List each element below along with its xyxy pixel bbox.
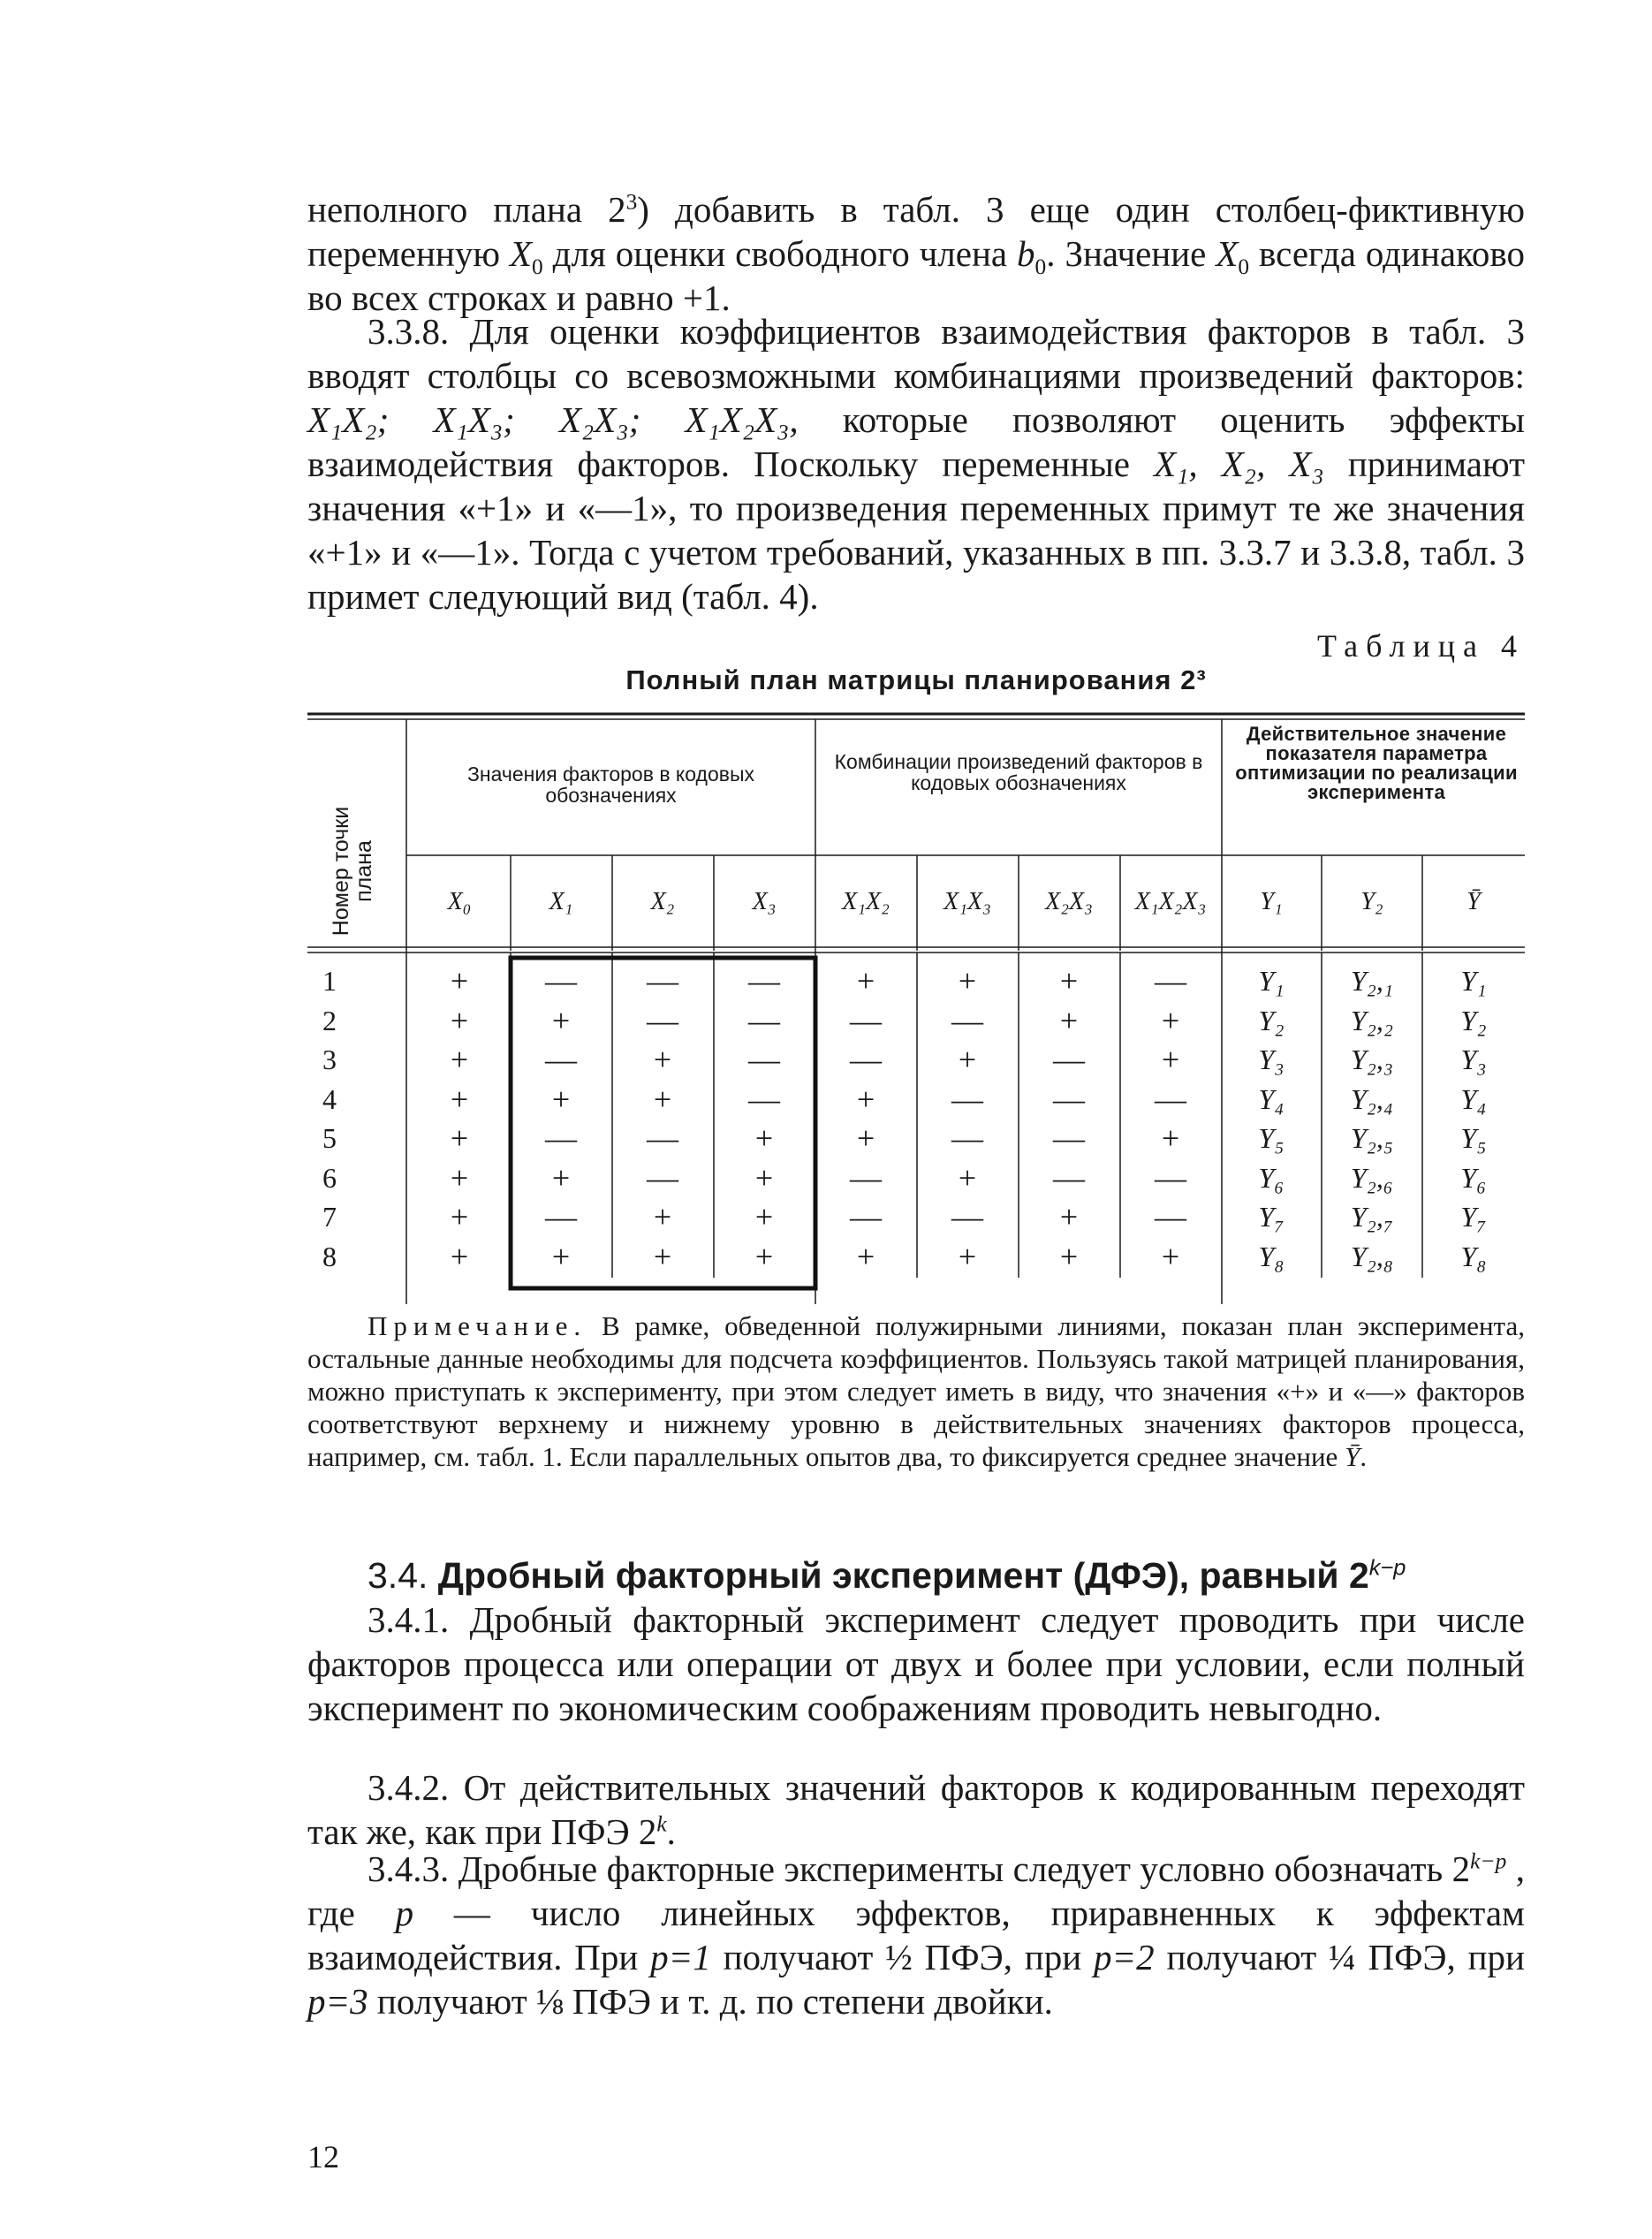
row-number: 5 bbox=[322, 1122, 337, 1154]
table-cell-sign: + bbox=[450, 1199, 469, 1234]
table-cell-sign: + bbox=[1161, 1042, 1180, 1077]
table-cell-y2: Y₂,₂ bbox=[1350, 1004, 1394, 1036]
header-point-number: Номер точки плана bbox=[329, 806, 376, 937]
table-cell-y2: Y₂,₈ bbox=[1350, 1240, 1394, 1272]
table-cell-ybar: Y₅ bbox=[1460, 1122, 1487, 1154]
table-cell-sign: — bbox=[850, 1159, 882, 1195]
table-cell-y1: Y₁ bbox=[1258, 965, 1284, 997]
intro-text-e: всегда одинаково во всех строках и равно +1. bbox=[307, 233, 1526, 318]
table-cell-sign: — bbox=[647, 1120, 678, 1156]
para5-p1: p=1 bbox=[650, 1937, 711, 1977]
table-cell-sign: + bbox=[754, 1199, 774, 1234]
table-cell-sign: + bbox=[653, 1042, 672, 1077]
note-end: . bbox=[1360, 1441, 1368, 1472]
table-cell-sign: — bbox=[1053, 1159, 1085, 1195]
table-label: Таблица 4 bbox=[1317, 628, 1525, 664]
x0-subscript-2: 0 bbox=[1238, 254, 1250, 280]
table-cell-y1: Y₃ bbox=[1258, 1044, 1284, 1075]
row-number: 2 bbox=[322, 1004, 337, 1036]
intro-text-c: для оценки свободного члена bbox=[542, 233, 1018, 274]
table-cell-ybar: Y₁ bbox=[1460, 965, 1487, 997]
table-cell-ybar: Y₈ bbox=[1460, 1240, 1487, 1272]
table-cell-sign: + bbox=[958, 1042, 977, 1077]
table-cell-y2: Y₂,₆ bbox=[1350, 1161, 1394, 1194]
table-cell-sign: + bbox=[653, 1081, 672, 1117]
table-cell-sign: + bbox=[551, 1002, 571, 1038]
table-cell-sign: + bbox=[450, 1120, 469, 1156]
table-cell-sign: + bbox=[1161, 1002, 1180, 1038]
note-text: В рамке, обведенной полужирными линиями, показан план эксперимента, остальные данные необходимы для подсчета коэффициентов. Пользуясь такой матрицей планирования, можно приступать к эксперименту, при этом следует иметь в виду, что значения «+» и «—» факторов соответствуют верхнему и нижнему уровню в действительных значениях факторов процесса, например, см. табл. 1. Если параллельных опытов два, то фиксируется среднее значение bbox=[307, 1310, 1525, 1472]
table-cell-y2: Y₂,₅ bbox=[1350, 1122, 1394, 1154]
column-header: X₂X₃ bbox=[1045, 888, 1093, 915]
table-cell-sign: — bbox=[748, 1042, 780, 1077]
paragraph-3-4-3 bbox=[307, 1847, 1525, 2023]
x0-symbol-2: X bbox=[1216, 233, 1239, 274]
table-cell-sign: — bbox=[1053, 1042, 1085, 1077]
design-matrix-table bbox=[307, 712, 1525, 1304]
table-cell-sign: + bbox=[1161, 1238, 1180, 1274]
table-cell-sign: — bbox=[951, 1199, 983, 1234]
table-cell-sign: — bbox=[1155, 1159, 1186, 1195]
table-cell-sign: — bbox=[1155, 1199, 1186, 1234]
table-cell-sign: — bbox=[1053, 1081, 1085, 1117]
para5-p2: p=2 bbox=[1093, 1937, 1155, 1977]
header-actual-values: Действительное значение показателя параметра оптимизации по реализации эксперимента bbox=[1235, 723, 1518, 803]
table-cell-y2: Y₂,₄ bbox=[1350, 1082, 1394, 1115]
table-cell-sign: + bbox=[856, 1081, 875, 1117]
header-factor-values: Значения факторов в кодовых обозначениях bbox=[466, 763, 755, 807]
para5-text-c: — число линейных эффектов, приравненных к эффектам взаимодействия. При bbox=[307, 1893, 1525, 1977]
b0-subscript: 0 bbox=[1034, 254, 1047, 280]
factor-combinations: X₁X₂; X₁X₃; X₂X₃; X₁X₂X₃, bbox=[307, 399, 799, 440]
row-number: 1 bbox=[322, 965, 337, 997]
para5-text-a: 3.4.3. Дробные факторные эксперименты следует условно обозначать 2 bbox=[368, 1848, 1471, 1889]
para5-p3: p=3 bbox=[307, 1981, 368, 2022]
table-cell-sign: — bbox=[1155, 963, 1186, 998]
b0-symbol: b bbox=[1017, 233, 1035, 274]
note-ybar: Ȳ bbox=[1345, 1441, 1360, 1472]
row-number: 8 bbox=[322, 1240, 337, 1272]
column-header: Y₁ bbox=[1260, 888, 1283, 915]
table-note bbox=[307, 1309, 1525, 1473]
column-header: X₂ bbox=[650, 888, 675, 915]
note-label: Примечание. bbox=[368, 1310, 587, 1341]
table-cell-sign: + bbox=[653, 1199, 672, 1234]
paragraph-intro bbox=[307, 187, 1525, 320]
table-cell-y1: Y₅ bbox=[1258, 1122, 1284, 1154]
table-cell-sign: — bbox=[545, 1042, 577, 1077]
column-header: Ȳ bbox=[1466, 888, 1481, 915]
table-cell-sign: — bbox=[647, 963, 678, 998]
table-cell-y2: Y₂,₇ bbox=[1350, 1201, 1394, 1233]
table-cell-sign: + bbox=[450, 1238, 469, 1274]
intro-text-a: неполного плана 2 bbox=[307, 189, 626, 230]
para5-text-e: получают ¼ ПФЭ, при bbox=[1154, 1937, 1525, 1977]
column-header: X₁X₂X₃ bbox=[1134, 888, 1207, 915]
table-cell-sign: + bbox=[1161, 1120, 1180, 1156]
row-number: 6 bbox=[322, 1161, 337, 1194]
factor-variables: X₁, X₂, X₃ bbox=[1154, 444, 1324, 484]
para5-text-f: получают ⅛ ПФЭ и т. д. по степени двойки. bbox=[368, 1981, 1053, 2022]
table-cell-sign: + bbox=[450, 1159, 469, 1195]
intro-sup: 3 bbox=[625, 189, 638, 215]
row-number: 7 bbox=[322, 1201, 337, 1233]
para5-text-d: получают ½ ПФЭ, при bbox=[710, 1937, 1094, 1977]
table-cell-ybar: Y₇ bbox=[1460, 1201, 1487, 1233]
table-cell-sign: + bbox=[958, 1159, 977, 1195]
table-cell-sign: — bbox=[1155, 1081, 1186, 1117]
para2-text-b: которые позволяют оценить эффекты взаимодействия факторов. Поскольку переменные bbox=[307, 399, 1525, 484]
column-header: X₀ bbox=[447, 888, 472, 915]
table-cell-sign: + bbox=[856, 963, 875, 998]
table-cell-ybar: Y₃ bbox=[1460, 1044, 1487, 1075]
intro-text-b: ) добавить в табл. 3 еще один столбец-фиктивную переменную bbox=[307, 189, 1525, 274]
table-cell-sign: — bbox=[545, 1199, 577, 1234]
para5-p: p bbox=[395, 1893, 414, 1933]
table-cell-sign: + bbox=[754, 1238, 774, 1274]
table-cell-sign: + bbox=[856, 1120, 875, 1156]
section-sup: k−p bbox=[1368, 1555, 1406, 1581]
table-cell-sign: + bbox=[958, 963, 977, 998]
table-cell-sign: — bbox=[647, 1002, 678, 1038]
table-cell-y1: Y₆ bbox=[1258, 1161, 1284, 1194]
table-cell-sign: + bbox=[450, 1042, 469, 1077]
para4-text-b: . bbox=[666, 1811, 676, 1852]
x0-symbol: X bbox=[509, 233, 532, 274]
paragraph-3-4-1 bbox=[307, 1598, 1525, 1730]
table-cell-y1: Y₂ bbox=[1258, 1004, 1284, 1036]
table-cell-y2: Y₂,₁ bbox=[1350, 965, 1394, 997]
section-title: Дробный факторный эксперимент (ДФЭ), равный 2 bbox=[437, 1555, 1369, 1596]
table-cell-sign: — bbox=[748, 1002, 780, 1038]
table-cell-sign: — bbox=[850, 1199, 882, 1234]
table-cell-sign: — bbox=[647, 1159, 678, 1195]
table-cell-sign: + bbox=[551, 1159, 571, 1195]
paragraph-3-4-2 bbox=[307, 1765, 1525, 1854]
table-cell-ybar: Y₂ bbox=[1460, 1004, 1487, 1036]
para2-text-a: 3.3.8. Для оценки коэффициентов взаимодействия факторов в табл. 3 вводят столбцы со всевозможными комбинациями произведений факторов: bbox=[307, 311, 1525, 396]
para5-text-b: , где bbox=[307, 1848, 1525, 1933]
table-cell-sign: — bbox=[1053, 1120, 1085, 1156]
table-cell-ybar: Y₆ bbox=[1460, 1161, 1487, 1194]
table-cell-sign: + bbox=[958, 1238, 977, 1274]
column-header: Y₂ bbox=[1360, 888, 1383, 915]
table-cell-sign: + bbox=[450, 963, 469, 998]
x0-subscript: 0 bbox=[532, 254, 543, 280]
column-header: X₁ bbox=[549, 888, 573, 915]
table-cell-y1: Y₇ bbox=[1258, 1201, 1284, 1233]
table-cell-sign: + bbox=[754, 1120, 774, 1156]
table-cell-sign: + bbox=[551, 1238, 571, 1274]
table-cell-sign: — bbox=[545, 963, 577, 998]
para4-text-a: 3.4.2. От действительных значений факторов к кодированным переходят так же, как при ПФЭ 2 bbox=[307, 1767, 1525, 1852]
row-number: 3 bbox=[322, 1044, 337, 1075]
table-cell-sign: + bbox=[1059, 963, 1079, 998]
table-cell-sign: — bbox=[951, 1002, 983, 1038]
table-title: Полный план матрицы планирования 2³ bbox=[625, 664, 1207, 695]
column-header: X₁X₃ bbox=[943, 888, 991, 915]
paragraph-3-3-8 bbox=[307, 309, 1525, 619]
column-header: X₃ bbox=[752, 888, 777, 915]
table-cell-y1: Y₈ bbox=[1258, 1240, 1284, 1272]
table-cell-sign: — bbox=[748, 963, 780, 998]
table-cell-sign: + bbox=[551, 1081, 571, 1117]
para5-sup: k−p bbox=[1470, 1848, 1507, 1874]
table-cell-sign: — bbox=[951, 1120, 983, 1156]
table-cell-y2: Y₂,₃ bbox=[1350, 1044, 1394, 1075]
column-header: X₁X₂ bbox=[842, 888, 890, 915]
table-cell-sign: — bbox=[545, 1120, 577, 1156]
table-cell-sign: — bbox=[850, 1002, 882, 1038]
header-factor-combinations: Комбинации произведений факторов в кодовых обозначениях bbox=[834, 750, 1203, 794]
row-number: 4 bbox=[322, 1082, 337, 1115]
intro-text-d: . Значение bbox=[1046, 233, 1216, 274]
para3-text: 3.4.1. Дробный факторный эксперимент следует проводить при числе факторов процесса или операции от двух и более при условии, если полный эксперимент по экономическим соображениям проводить невыгодно. bbox=[307, 1599, 1525, 1728]
table-cell-ybar: Y₄ bbox=[1460, 1082, 1487, 1115]
table-cell-sign: — bbox=[748, 1081, 780, 1117]
table-cell-sign: + bbox=[450, 1002, 469, 1038]
table-cell-sign: + bbox=[450, 1081, 469, 1117]
page-number: 12 bbox=[307, 2139, 339, 2174]
table-cell-sign: + bbox=[1059, 1238, 1079, 1274]
table-cell-sign: + bbox=[1059, 1199, 1079, 1234]
table-cell-y1: Y₄ bbox=[1258, 1082, 1284, 1115]
section-heading bbox=[368, 1553, 1406, 1598]
para4-sup: k bbox=[656, 1811, 667, 1837]
table-cell-sign: — bbox=[850, 1042, 882, 1077]
para2-text-c: принимают значения «+1» и «—1», то произведения переменных примут те же значения «+1» и «—1». Тогда с учетом требований, указанных в пп. 3.3.7 и 3.3.8, табл. 3 примет следующий вид (табл. 4). bbox=[307, 444, 1525, 617]
table-cell-sign: + bbox=[653, 1238, 672, 1274]
table-cell-sign: + bbox=[856, 1238, 875, 1274]
table-cell-sign: — bbox=[951, 1081, 983, 1117]
table-cell-sign: + bbox=[1059, 1002, 1079, 1038]
table-cell-sign: + bbox=[754, 1159, 774, 1195]
section-number: 3.4. bbox=[368, 1555, 428, 1596]
